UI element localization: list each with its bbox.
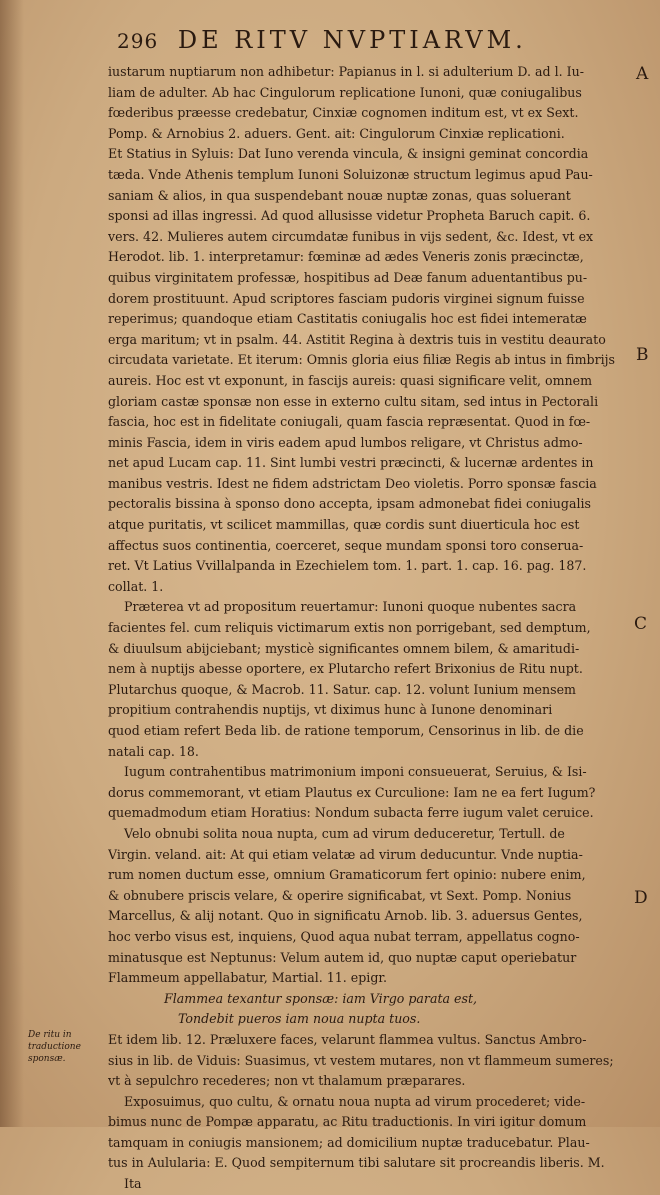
text-line: Virgin. veland. ait: At qui etiam velatæ ad virum deducuntur. Vnde nuptia- [108,846,583,862]
page-number: 296 [117,29,159,53]
text-line: dorus commemorant, vt etiam Plautus ex Curculione: Iam ne ea fert Iugum? [108,784,596,800]
text-line: Et Statius in Syluis: Dat Iuno verenda vincula, & insigni geminat concordia [108,146,589,162]
text-line: Iugum contrahentibus matrimonium imponi consueuerat, Seruius, & Isi- [124,764,587,780]
text-line: circudata varietate. Et iterum: Omnis gloria eius filiæ Regis ab intus in fimbrijs [108,352,615,368]
text-line: ret. Vt Latius Vvillalpanda in Ezechielem tom. 1. part. 1. cap. 16. pag. 187. [108,558,587,574]
text-line: minatusque est Neptunus: Velum autem id, quo nuptæ caput operiebatur [108,949,577,965]
text-line: collat. 1. [108,578,164,594]
text-line: fascia, hoc est in fidelitate coniugali, quam fascia repræsentat. Quod in fœ- [108,414,591,430]
text-line: Herodot. lib. 1. interpretamur: fœminæ ad ædes Veneris zonis præcinctæ, [108,249,584,265]
text-line: & obnubere priscis velare, & operire significabat, vt Sext. Pomp. Nonius [108,887,572,903]
text-line: fœderibus præesse credebatur, Cinxiæ cognomen inditum est, vt ex Sext. [108,105,579,121]
text-line: Pomp. & Arnobius 2. aduers. Gent. ait: Cingulorum Cinxiæ replicationi. [108,125,565,141]
text-line: aureis. Hoc est vt exponunt, in fascijs aureis: quasi significare velit, omnem [108,372,593,388]
text-line: Præterea vt ad propositum reuertamur: Iunoni quoque nubentes sacra [124,599,577,615]
text-line: tus in Aulularia: E. Quod sempiternum tibi salutare sit procreandis liberis. M. [108,1155,605,1171]
margin-letter-a: A [636,64,649,84]
text-line: Velo obnubi solita noua nupta, cum ad virum deduceretur, Tertull. de [124,825,565,841]
text-line: vt à sepulchro recederes; non vt thalamum præparares. [108,1073,466,1089]
text-line: vers. 42. Mulieres autem circumdatæ funibus in vijs sedent, &c. Idest, vt ex [108,228,594,244]
text-line: pectoralis bissina à sponso dono accepta, ipsam admonebat fidei coniugalis [108,496,591,512]
text-line: natali cap. 18. [108,743,199,759]
text-line: saniam & alios, in qua suspendebant nouæ nuptæ zonas, quas soluerant [108,187,571,203]
text-line: tamquam in coniugis mansionem; ad domicilium nuptæ traducebatur. Plau- [108,1134,590,1150]
text-line: Plutarchus quoque, & Macrob. 11. Satur. cap. 12. volunt Iunium mensem [108,681,576,697]
text-line: Et idem lib. 12. Præluxere faces, velarunt flammea vultus. Sanctus Ambro- [108,1031,587,1047]
text-line: quemadmodum etiam Horatius: Nondum subacta ferre iugum valet ceruice. [108,805,594,821]
running-title: DE RITV NVPTIARVM. [177,26,527,54]
text-line: erga maritum; vt in psalm. 44. Astitit Regina à dextris tuis in vestitu deaurato [108,331,606,347]
page-header [117,26,597,58]
text-line: manibus vestris. Idest ne fidem adstrictam Deo violetis. Porro sponsæ fascia [108,475,597,491]
text-line: iustarum nuptiarum non adhibetur: Papianus in l. si adulterium D. ad l. Iu- [108,64,584,79]
text-line: facientes fel. cum reliquis victimarum extis non porrigebant, sed demptum, [108,620,591,636]
text-line: affectus suos continentia, coerceret, seque mundam sponsi toro conserua- [108,537,584,553]
text-line: quod etiam refert Beda lib. de ratione temporum, Censorinus in lib. de die [108,723,584,738]
text-line: Tondebit pueros iam noua nupta tuos. [178,1011,421,1027]
margin-letter-b: B [636,345,649,365]
marginal-note: De ritu in traductione sponsæ. [28,1030,81,1064]
text-line: reperimus; quandoque etiam Castitatis coniugalis hoc est fidei intemeratæ [108,311,587,327]
page-gutter-shadow [0,0,24,1127]
text-line: nem à nuptijs abesse oportere, ex Plutarcho refert Brixonius de Ritu nupt. [108,661,583,677]
text-line: Ita [124,1176,142,1192]
body-text [108,62,628,1195]
text-line: sponsi ad illas ingressi. Ad quod allusisse videtur Propheta Baruch capit. 6. [108,208,591,224]
text-line: liam de adulter. Ab hac Cingulorum replicatione Iunoni, quæ coniugalibus [108,84,582,100]
text-line: Exposuimus, quo cultu, & ornatu noua nupta ad virum procederet; vide- [124,1093,586,1109]
text-line: dorem prostituunt. Apud scriptores fasciam pudoris virginei signum fuisse [108,290,585,306]
text-line: propitium contrahendis nuptijs, vt diximus hunc à Iunone denominari [108,702,553,718]
text-line: net apud Lucam cap. 11. Sint lumbi vestri præcincti, & lucernæ ardentes in [108,455,594,471]
text-line: & diuulsum abijciebant; mysticè significantes omnem bilem, & amaritudi- [108,640,580,656]
text-line: minis Fascia, idem in viris eadem apud lumbos religare, vt Christus admo- [108,434,583,450]
text-line: Flammeum appellabatur, Martial. 11. epigr. [108,970,388,986]
text-line: bimus nunc de Pompæ apparatu, ac Ritu traductionis. In viri igitur domum [108,1114,587,1130]
text-line: Flammea texantur sponsæ: iam Virgo parata est, [164,990,478,1006]
text-line: Marcellus, & alij notant. Quo in significatu Arnob. lib. 3. aduersus Gentes, [108,908,583,924]
text-line: quibus virginitatem professæ, hospitibus ad Deæ fanum aduentantibus pu- [108,269,588,285]
margin-letter-d: D [634,888,648,908]
text-line: gloriam castæ sponsæ non esse in externo cultu sitam, sed intus in Pectorali [108,393,599,409]
text-line: rum nomen ductum esse, omnium Gramaticorum fert opinio: nubere enim, [108,867,586,883]
margin-letter-c: C [634,614,648,634]
text-line: atque puritatis, vt scilicet mammillas, quæ cordis sunt diuerticula hoc est [108,517,580,533]
text-line: sius in lib. de Viduis: Suasimus, vt vestem mutares, non vt flammeum sumeres; [108,1052,614,1068]
text-line: hoc verbo visus est, inquiens, Quod aqua nubat terram, appellatus cogno- [108,928,580,944]
text-line: tæda. Vnde Athenis templum Iunoni Soluizonæ structum legimus apud Pau- [108,166,593,182]
